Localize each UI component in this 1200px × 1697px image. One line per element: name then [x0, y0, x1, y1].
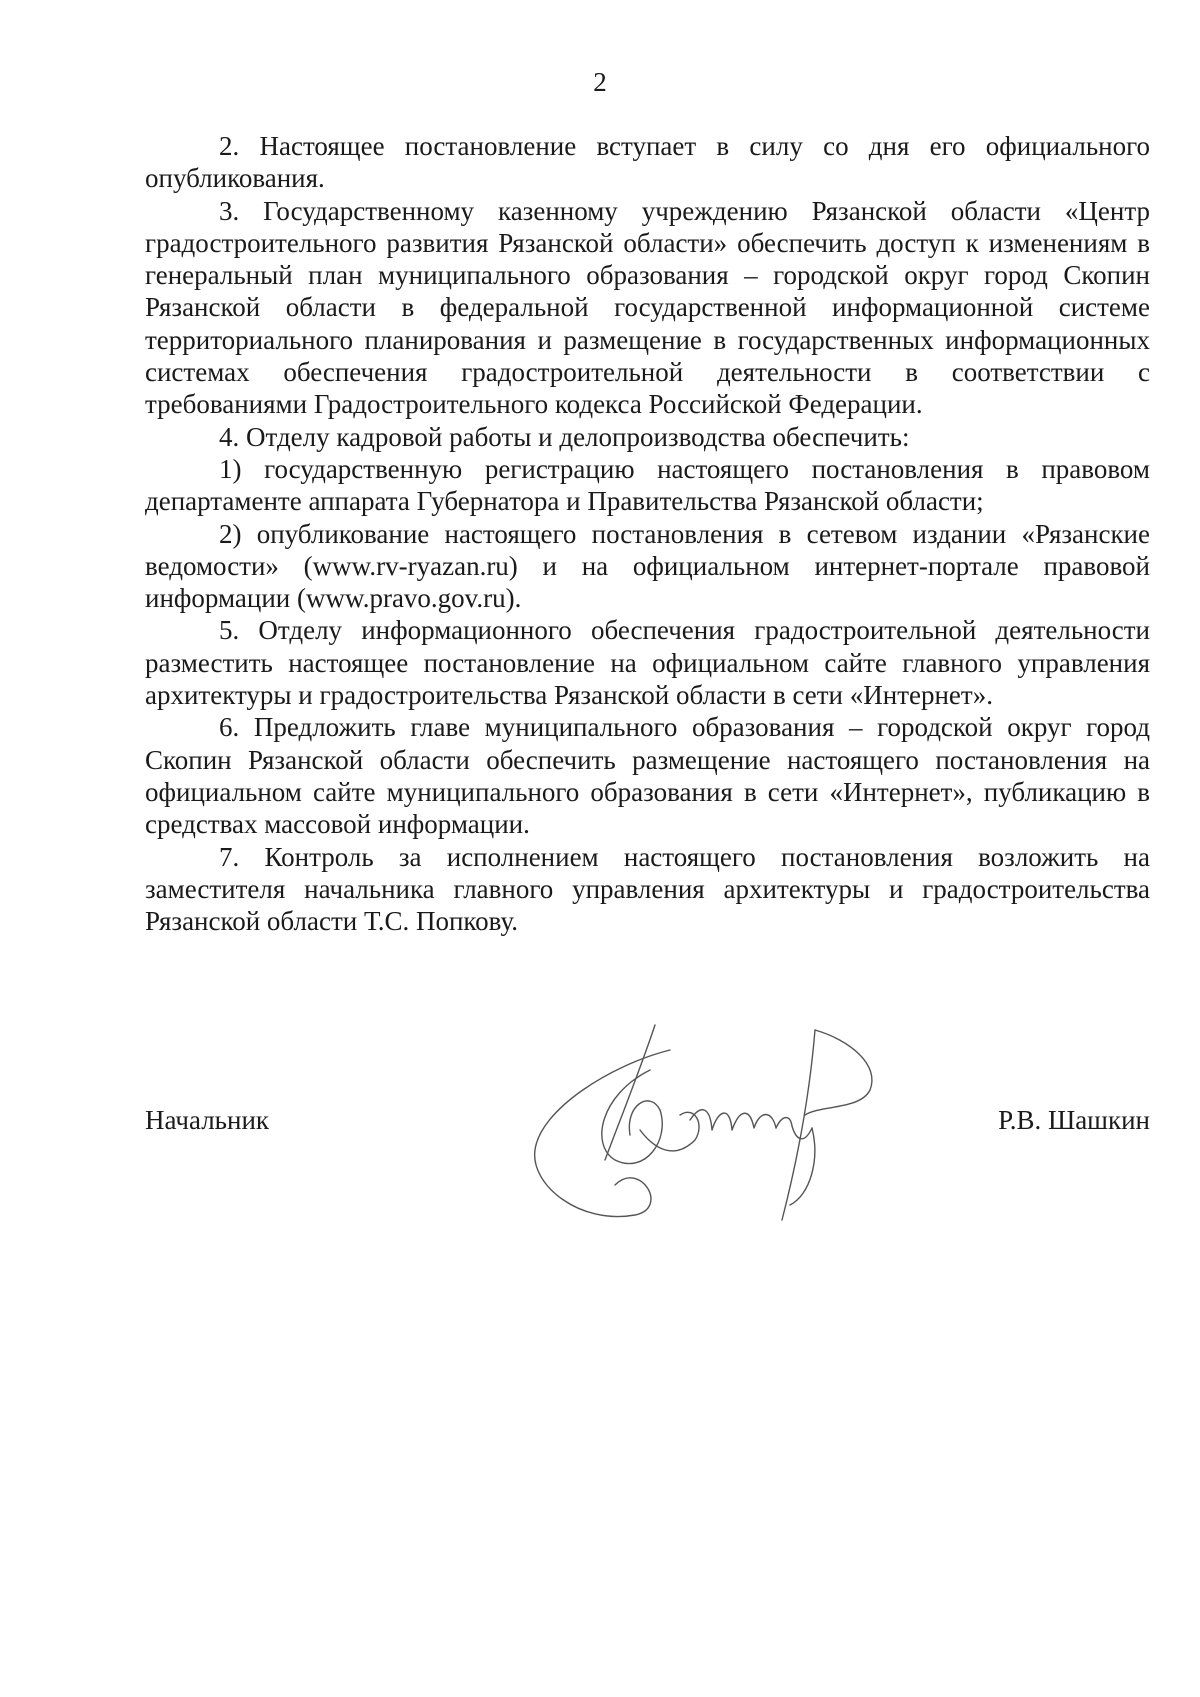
document-body: [145, 130, 1150, 937]
paragraph-control: 7. Контроль за исполнением настоящего постановления возложить на заместителя начальника главного управления архитектуры и градостроительства Рязанской области Т.С. Попкову.: [145, 841, 1150, 937]
paragraph-state-registration: 1) государственную регистрацию настоящего постановления в правовом департаменте аппарата Губернатора и Правительства Рязанской области;: [145, 453, 1150, 517]
paragraph-municipal-posting: 6. Предложить главе муниципального образования – городской округ город Скопин Рязанской области обеспечить размещение настоящего постановления на официальном сайте муниципального образования в сети «Интернет», публикацию в средствах массовой информации.: [145, 712, 1150, 840]
page-number: 2: [593, 67, 607, 97]
paragraph-publication: 2) опубликование настоящего постановления в сетевом издании «Рязанские ведомости» (www.rv-ryazan.ru) и на официальном интернет-портале правовой информации (www.pravo.gov.ru).: [145, 518, 1150, 614]
paragraph-hr-department: 4. Отделу кадровой работы и делопроизводства обеспечить:: [219, 421, 910, 452]
paragraph-website-posting: 5. Отделу информационного обеспечения градостроительной деятельности разместить настоящее постановление на официальном сайте главного управления архитектуры и градостроительства Рязанской области в сети «Интернет».: [145, 615, 1150, 711]
paragraph-access-provision: 3. Государственному казенному учреждению Рязанской области «Центр градостроительного развития Рязанской области» обеспечить доступ к изменениям в генеральный план муниципального образования – городской округ город Скопин Рязанской области в федеральной государственной информационной системе территориального планирования и размещение в государственных информационных системах обеспечения градостроительной деятельности в соответствии с требованиями Градостроительного кодекса Российской Федерации.: [145, 195, 1150, 420]
signature-block: [145, 1104, 1150, 1144]
signatory-name: Р.В. Шашкин: [998, 1105, 1150, 1135]
paragraph-effective-date: 2. Настоящее постановление вступает в силу со дня его официального опубликования.: [145, 131, 1150, 194]
signatory-title: Начальник: [145, 1105, 270, 1135]
